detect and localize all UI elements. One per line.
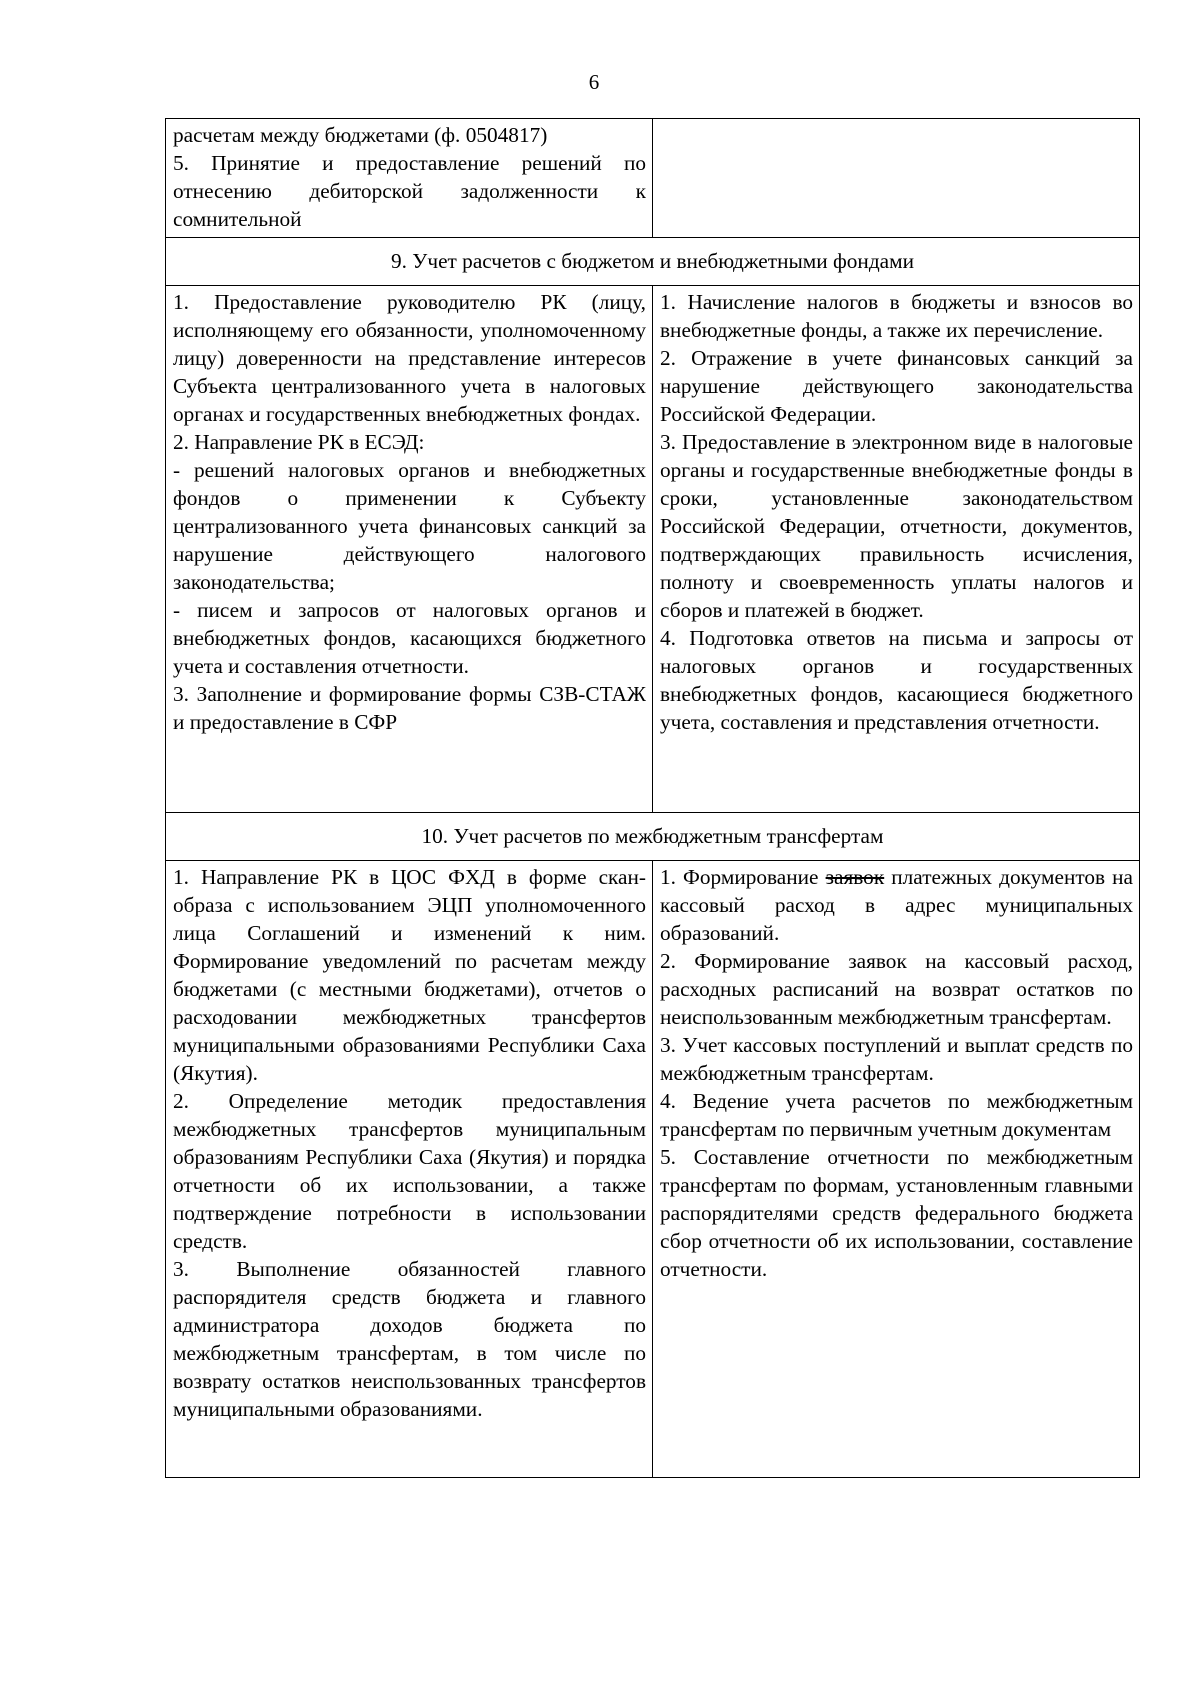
paragraph: 5. Составление отчетности по межбюджетным трансфертам по формам, установленным главными распорядителями средств федерального бюджета сбор отчетности об их использовании, составление отчетности. xyxy=(660,1145,1133,1281)
paragraph: - писем и запросов от налоговых органов и внебюджетных фондов, касающихся бюджетного учета и составления отчетности. xyxy=(173,598,646,678)
paragraph: 4. Подготовка ответов на письма и запросы от налоговых органов и государственных внебюджетных фондов, касающиеся бюджетного учета, составления и представления отчетности. xyxy=(660,626,1133,734)
paragraph: 1. Направление РК в ЦОС ФХД в форме скан-образа с использованием ЭЦП уполномоченного лица Соглашений и изменений к ним. Формирование уведомлений по расчетам между бюджетами (с местными бюджетами), отчетов о расходовании межбюджетных трансфертов муниципальными образованиями Республики Саха (Якутия). xyxy=(173,865,646,1085)
section-10-title: 10. Учет расчетов по межбюджетным трансфертам xyxy=(166,813,1140,861)
paragraph: 5. Принятие и предоставление решений по отнесению дебиторской задолженности к сомнительной xyxy=(173,151,646,231)
paragraph: 2. Формирование заявок на кассовый расход, расходных расписаний на возврат остатков по неиспользованным межбюджетным трансфертам. xyxy=(660,949,1133,1029)
paragraph: - решений налоговых органов и внебюджетных фондов о применении к Субъекту централизованного учета финансовых санкций за нарушение действующего налогового законодательства; xyxy=(173,458,646,594)
section-9-title: 9. Учет расчетов с бюджетом и внебюджетными фондами xyxy=(166,238,1140,286)
paragraph: 2. Определение методик предоставления межбюджетных трансфертов муниципальным образованиям Республики Саха (Якутия) и порядка отчетности об их использовании, а также подтверждение потребности в использовании средств. xyxy=(173,1089,646,1253)
cell-left-continuation xyxy=(166,119,653,238)
cell-right-section-10 xyxy=(653,861,1140,1478)
paragraph: 2. Направление РК в ЕСЭД: xyxy=(173,430,425,454)
paragraph: 2. Отражение в учете финансовых санкций за нарушение действующего законодательства Российской Федерации. xyxy=(660,346,1133,426)
cell-right-continuation xyxy=(653,119,1140,238)
cell-left-section-10 xyxy=(166,861,653,1478)
table-row-continuation xyxy=(166,119,1140,238)
responsibility-table xyxy=(165,118,1140,1478)
section-header-row xyxy=(166,238,1140,286)
section-header-row xyxy=(166,813,1140,861)
paragraph xyxy=(660,863,1133,947)
struck-text: заявок xyxy=(825,865,885,889)
paragraph: 3. Учет кассовых поступлений и выплат средств по межбюджетным трансфертам. xyxy=(660,1033,1133,1085)
paragraph: 1. Предоставление руководителю РК (лицу, исполняющему его обязанности, уполномоченному лицу) доверенности на представление интересов Субъекта централизованного учета в налоговых органах и государственных внебюджетных фондах. xyxy=(173,290,646,426)
text-fragment: 1. Формирование xyxy=(660,865,819,889)
cell-right-section-9 xyxy=(653,286,1140,813)
paragraph: 4. Ведение учета расчетов по межбюджетным трансфертам по первичным учетным документам xyxy=(660,1089,1133,1141)
paragraph: 3. Заполнение и формирование формы СЗВ-СТАЖ и предоставление в СФР xyxy=(173,682,646,734)
table-row-section-10 xyxy=(166,861,1140,1478)
cell-left-section-9 xyxy=(166,286,653,813)
paragraph: 3. Предоставление в электронном виде в налоговые органы и государственные внебюджетные фонды в сроки, установленные законодательством Российской Федерации, отчетности, документов, подтверждающих правильность исчисления, полноту и своевременность уплаты налогов и сборов и платежей в бюджет. xyxy=(660,430,1133,622)
paragraph: 1. Начисление налогов в бюджеты и взносов во внебюджетные фонды, а также их перечисление. xyxy=(660,290,1133,342)
text-fragment: платежных документов на кассовый расход в адрес муниципальных образований. xyxy=(660,865,1134,945)
table-row-section-9 xyxy=(166,286,1140,813)
page-number: 6 xyxy=(588,70,600,94)
paragraph: 3. Выполнение обязанностей главного распорядителя средств бюджета и главного администратора доходов бюджета по межбюджетным трансфертам, в том числе по возврату остатков неиспользованных трансфертов муниципальными образованиями. xyxy=(173,1257,646,1421)
paragraph: расчетам между бюджетами (ф. 0504817) xyxy=(173,123,548,147)
